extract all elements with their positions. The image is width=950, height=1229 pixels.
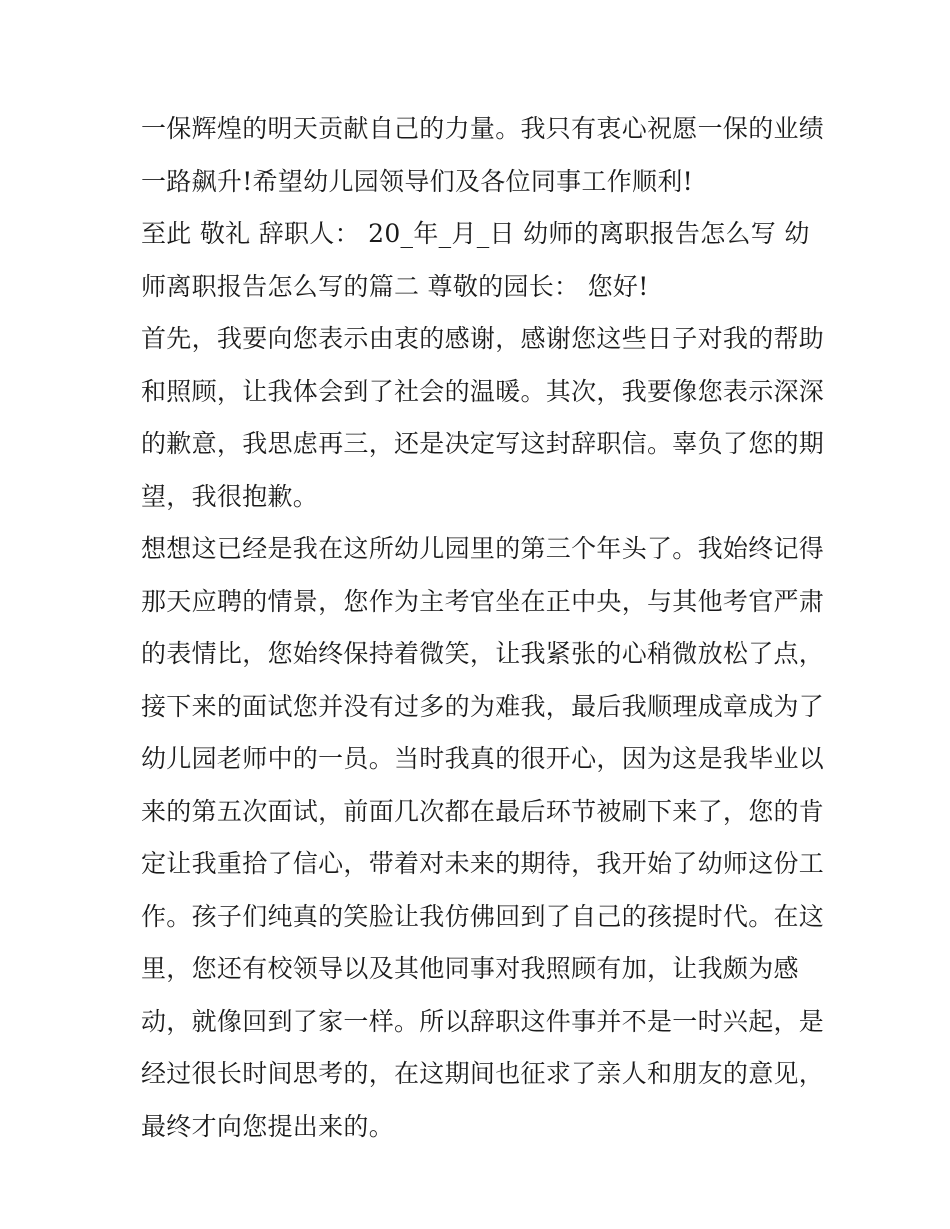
- text-line: 至此 敬礼 辞职人： 20_年_月_日 幼师的离职报告怎么写 幼: [141, 219, 810, 248]
- text-line: 动，就像回到了家一样。所以辞职这件事并不是一时兴起，是: [141, 1006, 825, 1036]
- text-line: 那天应聘的情景，您作为主考官坐在正中央，与其他考官严肃: [141, 586, 825, 616]
- text-line: 望，我很抱歉。: [141, 481, 319, 511]
- text-line: 经过很长时间思考的，在这期间也征求了亲人和朋友的意见，: [141, 1059, 825, 1088]
- text-line: 的歉意，我思虑再三，还是决定写这封辞职信。辜负了您的期: [141, 429, 825, 458]
- text-line: 定让我重拾了信心，带着对未来的期待，我开始了幼师这份工: [141, 849, 825, 878]
- text-line: 里，您还有校领导以及其他同事对我照顾有加，让我颇为感: [141, 954, 799, 983]
- text-line: 作。孩子们纯真的笑脸让我仿佛回到了自己的孩提时代。在这: [141, 901, 825, 931]
- text-line: 一路飙升!希望幼儿园领导们及各位同事工作顺利!: [141, 166, 693, 196]
- text-line: 首先，我要向您表示由衷的感谢，感谢您这些日子对我的帮助: [141, 324, 825, 353]
- text-line: 接下来的面试您并没有过多的为难我，最后我顺理成章成为了: [141, 691, 825, 721]
- text-line: 和照顾，让我体会到了社会的温暖。其次，我要像您表示深深: [141, 376, 825, 406]
- text-line: 幼儿园老师中的一员。当时我真的很开心，因为这是我毕业以: [141, 744, 825, 773]
- text-line: 一保辉煌的明天贡献自己的力量。我只有衷心祝愿一保的业绩: [141, 114, 825, 143]
- text-line: 师离职报告怎么写的篇二 尊敬的园长： 您好!: [141, 271, 649, 301]
- text-line: 的表情比，您始终保持着微笑，让我紧张的心稍微放松了点，: [141, 639, 825, 668]
- document-body: [141, 103, 825, 1153]
- text-line: 来的第五次面试，前面几次都在最后环节被刷下来了，您的肯: [141, 796, 825, 826]
- text-line: 想想这已经是我在这所幼儿园里的第三个年头了。我始终记得: [141, 534, 825, 563]
- text-line: 最终才向您提出来的。: [141, 1111, 395, 1141]
